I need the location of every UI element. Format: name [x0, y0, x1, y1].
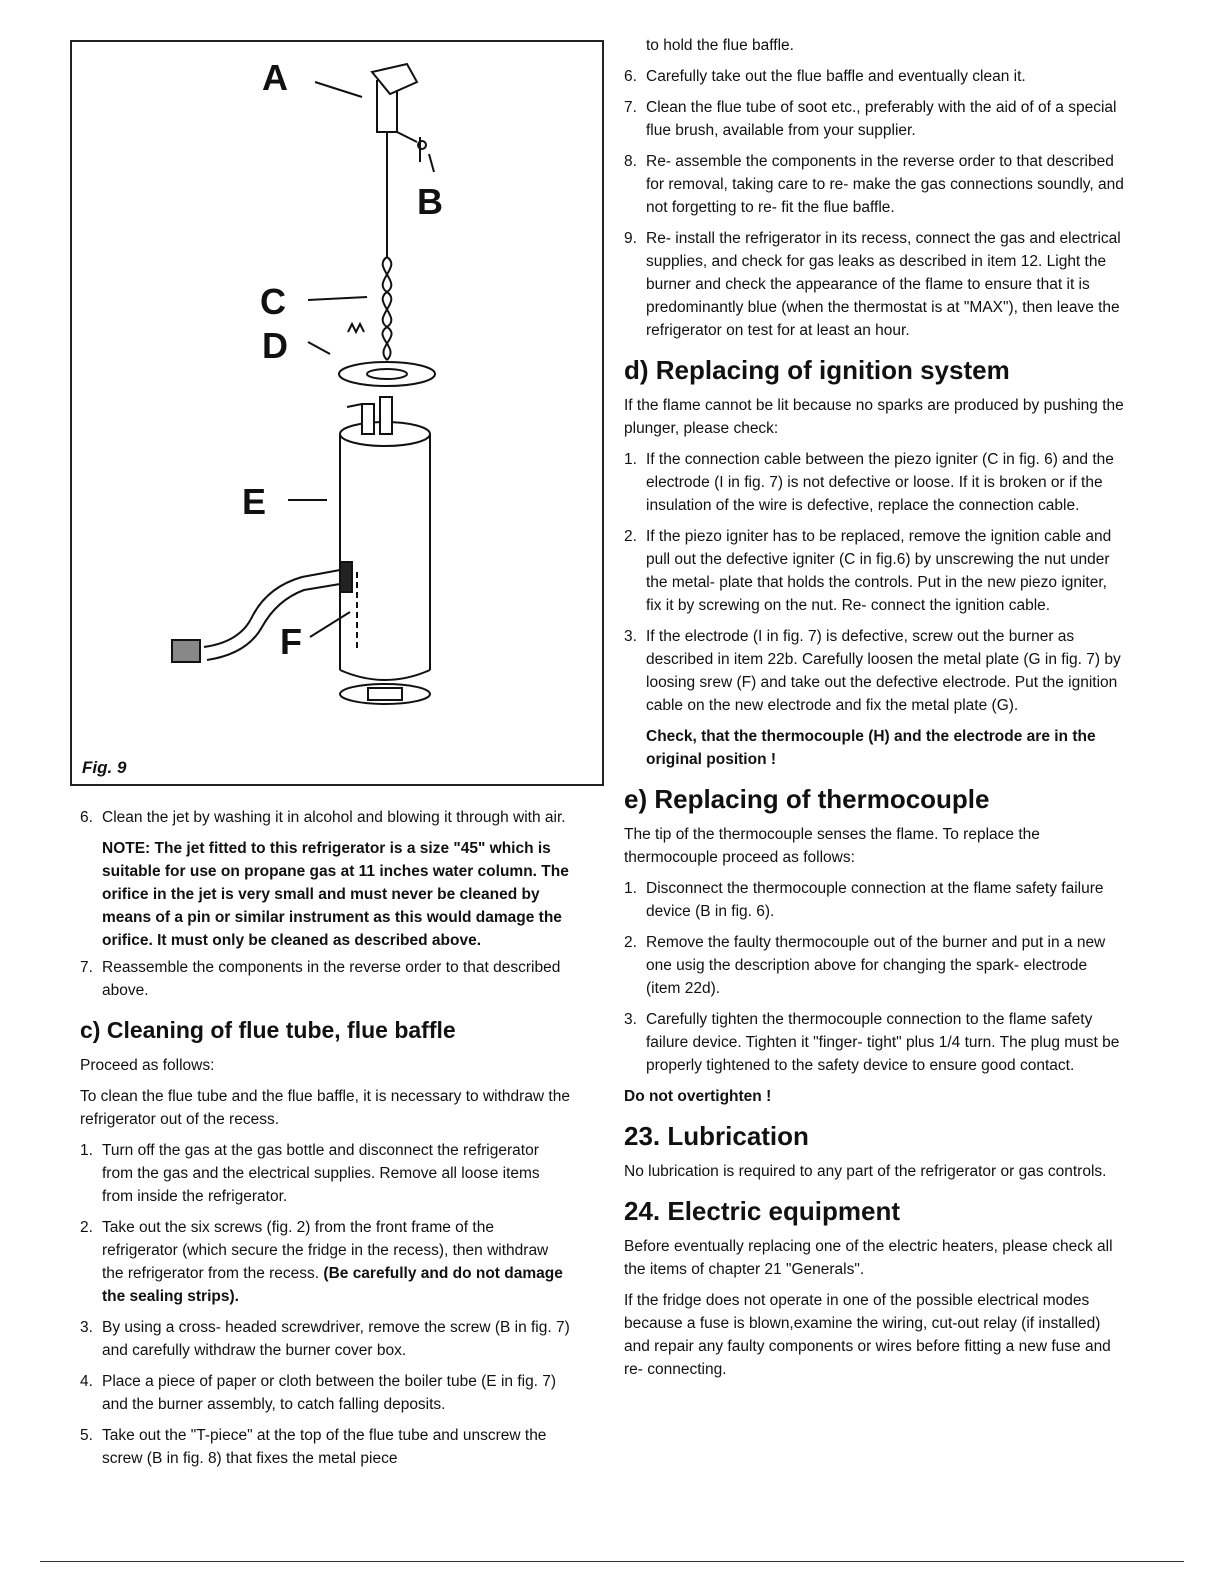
list-item	[624, 65, 1124, 88]
list-item	[624, 931, 1124, 1000]
right-column	[624, 34, 1124, 1389]
list-item	[80, 806, 574, 829]
figure-9	[70, 40, 604, 786]
list-item	[80, 1316, 574, 1362]
item-number: 5.	[80, 1427, 93, 1444]
item-text: Take out the "T-piece" at the top of the flue tube and unscrew the screw (B in fig. 8) that fixes the metal piece	[102, 1427, 547, 1467]
item-text: Remove the faulty thermocouple out of the burner and put in a new one usig the description above for changing the spark- electrode (item 22d).	[646, 934, 1106, 997]
paragraph: If the fridge does not operate in one of the possible electrical modes because a fuse is blown,examine the wiring, cut-out relay (if installed) and repair any faulty components or wires before fitting a new fuse and re- connecting.	[624, 1292, 1111, 1378]
item-text: Clean the jet by washing it in alcohol and blowing it through with air.	[102, 809, 566, 826]
item-number: 1.	[80, 1142, 93, 1159]
page-bottom-rule	[40, 1561, 1184, 1562]
boiler-assembly-illustration	[72, 42, 602, 784]
list-item	[80, 956, 574, 1002]
section-heading-c: c) Cleaning of flue tube, flue baffle	[80, 1017, 456, 1043]
item-text: Carefully tighten the thermocouple connection to the flame safety failure device. Tighten it "finger- tight" plus 1/4 turn. The plug must be properly tightened to the safety device to ensure good contact.	[646, 1011, 1120, 1074]
paragraph: If the flame cannot be lit because no sparks are produced by pushing the plunger, please check:	[624, 397, 1124, 437]
item-number: 3.	[624, 628, 637, 645]
item-number: 1.	[624, 451, 637, 468]
list-item	[80, 1216, 574, 1308]
list-item	[624, 150, 1124, 219]
list-item	[624, 448, 1124, 517]
list-item	[624, 227, 1124, 342]
item-text: If the piezo igniter has to be replaced, remove the ignition cable and pull out the defective igniter (C in fig.6) by unscrewing the nut under the metal- plate that holds the controls. Put in the new piezo igniter, fix it by screwing on the nut. Re- connect the ignition cable.	[646, 528, 1112, 614]
label-c: C	[260, 281, 286, 322]
item-text: Clean the flue tube of soot etc., preferably with the aid of of a special flue brush, available from your supplier.	[646, 99, 1117, 139]
section-heading-24: 24. Electric equipment	[624, 1196, 900, 1226]
label-b: B	[417, 181, 443, 222]
label-f: F	[280, 621, 302, 662]
paragraph: Before eventually replacing one of the electric heaters, please check all the items of chapter 21 "Generals".	[624, 1238, 1113, 1278]
section-heading-23: 23. Lubrication	[624, 1121, 809, 1151]
item-number: 7.	[624, 99, 637, 116]
item-text: Re- assemble the components in the reverse order to that described for removal, taking care to re- make the gas connections soundly, and not forgetting to re- fit the flue baffle.	[646, 153, 1124, 216]
figure-caption: Fig. 9	[82, 758, 127, 777]
item-number: 7.	[80, 959, 93, 976]
label-a: A	[262, 57, 288, 98]
item-number: 2.	[80, 1219, 93, 1236]
item-text-wrapper	[102, 1216, 574, 1308]
item-number: 6.	[80, 809, 93, 826]
warning-text: Do not overtighten !	[624, 1088, 772, 1105]
item-number: 1.	[624, 880, 637, 897]
continued-text: to hold the flue baffle.	[646, 37, 794, 54]
list-item	[80, 1139, 574, 1208]
item-bold-text: (Be carefully and do not damage the sealing strips).	[102, 1265, 563, 1305]
item-number: 9.	[624, 230, 637, 247]
list-item	[624, 96, 1124, 142]
item-number: 8.	[624, 153, 637, 170]
item-number: 3.	[624, 1011, 637, 1028]
item-text: If the connection cable between the piezo igniter (C in fig. 6) and the electrode (I in fig. 7) is not defective or loose. If it is broken or if the insulation of the wire is defective, replace the connection cable.	[646, 451, 1114, 514]
note-paragraph: NOTE: The jet fitted to this refrigerator is a size "45" which is suitable for use on propane gas at 11 inches water column. The orifice in the jet is very small and must never be cleaned by means of a pin or similar instrument as this would damage the orifice. It must only be cleaned as described above.	[102, 840, 569, 949]
section-heading-e: e) Replacing of thermocouple	[624, 784, 990, 814]
check-note: Check, that the thermocouple (H) and the electrode are in the original position !	[646, 728, 1096, 768]
paragraph: The tip of the thermocouple senses the flame. To replace the thermocouple proceed as follows:	[624, 826, 1040, 866]
item-text: Re- install the refrigerator in its recess, connect the gas and electrical supplies, and check for gas leaks as described in item 12. Light the burner and check the appearance of the flame to ensure that it is predominantly blue (when the thermostat is at "MAX"), then leave the refrigerator on test for at least an hour.	[646, 230, 1121, 339]
paragraph: Proceed as follows:	[80, 1057, 215, 1074]
item-number: 2.	[624, 528, 637, 545]
list-item	[624, 1008, 1124, 1077]
item-text: By using a cross- headed screwdriver, remove the screw (B in fig. 7) and carefully withdraw the burner cover box.	[102, 1319, 570, 1359]
label-e: E	[242, 481, 267, 522]
item-text: Carefully take out the flue baffle and eventually clean it.	[646, 68, 1026, 85]
list-item	[80, 1424, 574, 1470]
list-item	[624, 877, 1124, 923]
item-number: 4.	[80, 1373, 93, 1390]
item-number: 2.	[624, 934, 637, 951]
list-item	[624, 625, 1124, 717]
item-text: Reassemble the components in the reverse order to that described above.	[102, 959, 561, 999]
item-text: Take out the six screws (fig. 2) from the front frame of the refrigerator (which secure the fridge in the recess), then withdraw the refrigerator from the recess.	[102, 1219, 549, 1282]
list-item	[80, 1370, 574, 1416]
item-text: Turn off the gas at the gas bottle and disconnect the refrigerator from the gas and the electrical supplies. Remove all loose items from inside the refrigerator.	[102, 1142, 540, 1205]
item-text: If the electrode (I in fig. 7) is defective, screw out the burner as described in item 22b. Carefully loosen the metal plate (G in fig. 7) by loosing srew (F) and take out the defective electrode. Put the ignition cable on the new electrode and fix the metal plate (G).	[646, 628, 1121, 714]
item-text: Place a piece of paper or cloth between the boiler tube (E in fig. 7) and the burner assembly, to catch falling deposits.	[102, 1373, 557, 1413]
list-item	[624, 525, 1124, 617]
paragraph: To clean the flue tube and the flue baffle, it is necessary to withdraw the refrigerator out of the recess.	[80, 1088, 570, 1128]
item-number: 3.	[80, 1319, 93, 1336]
left-column	[80, 806, 574, 1478]
item-number: 6.	[624, 68, 637, 85]
paragraph: No lubrication is required to any part of the refrigerator or gas controls.	[624, 1163, 1107, 1180]
section-heading-d: d) Replacing of ignition system	[624, 355, 1010, 385]
label-d: D	[262, 325, 288, 366]
item-text: Disconnect the thermocouple connection at the flame safety failure device (B in fig. 6).	[646, 880, 1104, 920]
